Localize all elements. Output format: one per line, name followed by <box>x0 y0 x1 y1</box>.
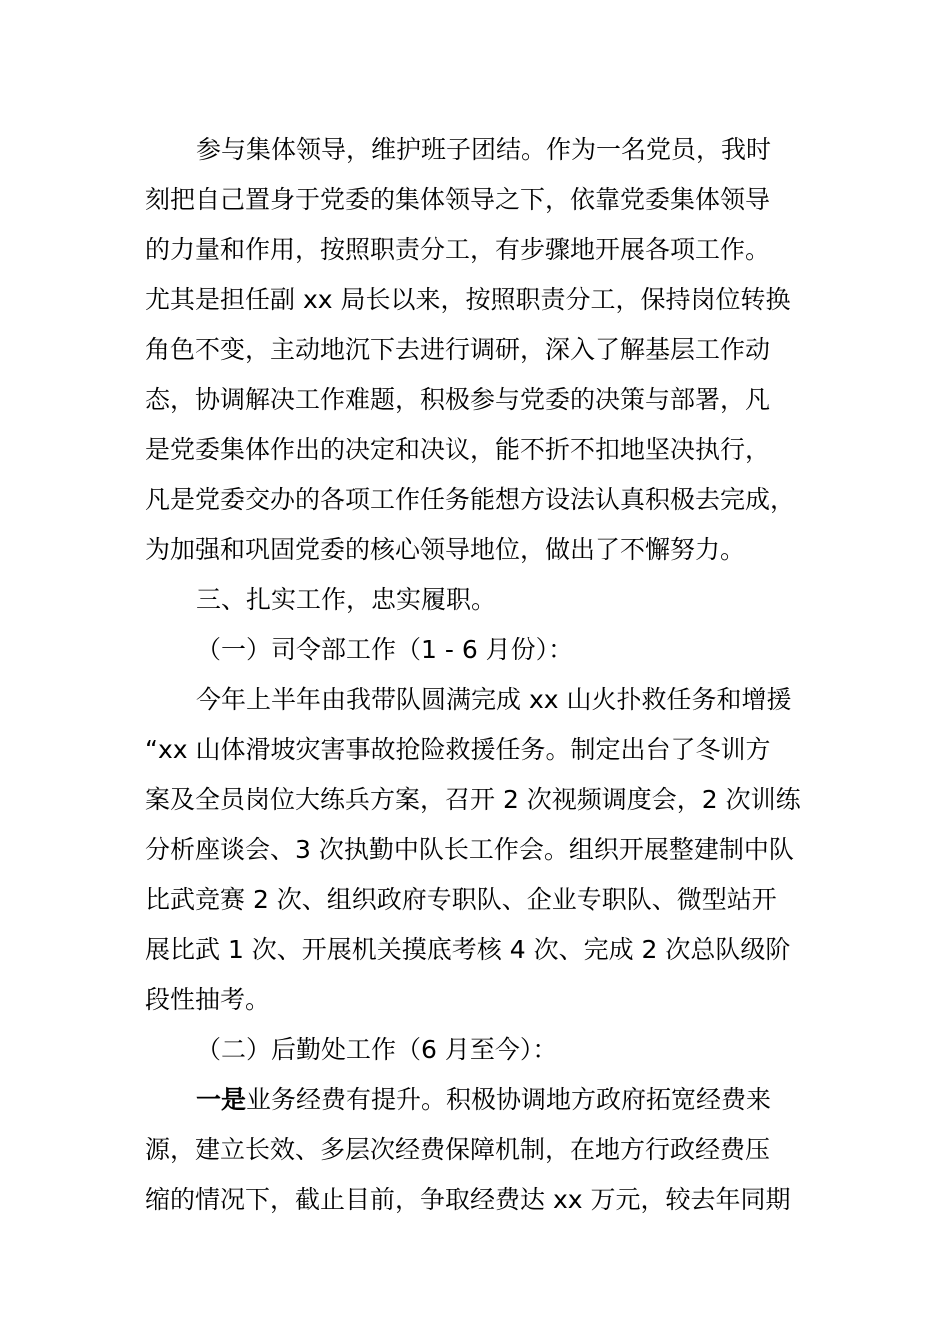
line-text: 的力量和作用，按照职责分工，有步骤地开展各项工作。 <box>145 235 771 264</box>
line-text: 今年上半年由我带队圆满完成 xx 山火扑救任务和增援 <box>196 685 792 714</box>
paragraph-line <box>0 682 950 732</box>
paragraph-line <box>0 332 950 382</box>
paragraph-line <box>0 482 950 532</box>
line-text: （二）后勤处工作（6 月至今）： <box>196 1035 558 1064</box>
line-text: 段性抽考。 <box>145 985 271 1014</box>
paragraph-line <box>0 832 950 882</box>
line-text: 凡是党委交办的各项工作任务能想方设法认真积极去完成， <box>145 485 796 514</box>
paragraph-line <box>0 932 950 982</box>
line-text: 案及全员岗位大练兵方案，召开 2 次视频调度会，2 次训练 <box>145 785 801 814</box>
paragraph-line <box>0 432 950 482</box>
line-text: 业务经费有提升。积极协调地方政府拓宽经费来 <box>246 1085 772 1114</box>
paragraph-line <box>0 232 950 282</box>
line-text: 态，协调解决工作难题，积极参与党委的决策与部署，凡 <box>145 385 771 414</box>
line-text: 刻把自己置身于党委的集体领导之下，依靠党委集体领导 <box>145 185 771 214</box>
line-text: 参与集体领导，维护班子团结。作为一名党员，我时 <box>196 135 772 164</box>
paragraph-line <box>0 282 950 332</box>
section-heading <box>0 582 950 632</box>
paragraph-line <box>0 1182 950 1232</box>
line-text: 为加强和巩固党委的核心领导地位，做出了不懈努力。 <box>145 535 746 564</box>
paragraph-line <box>0 182 950 232</box>
line-text: 缩的情况下，截止目前，争取经费达 xx 万元，较去年同期 <box>145 1185 791 1214</box>
line-text: 尤其是担任副 xx 局长以来，按照职责分工，保持岗位转换 <box>145 285 791 314</box>
line-text: 三、扎实工作，忠实履职。 <box>196 585 497 614</box>
line-text: 展比武 1 次、开展机关摸底考核 4 次、完成 2 次总队级阶 <box>145 935 791 964</box>
paragraph-line <box>0 382 950 432</box>
subsection-heading <box>0 1032 950 1082</box>
paragraph-line <box>0 882 950 932</box>
paragraph-line <box>0 532 950 582</box>
subsection-heading <box>0 632 950 682</box>
line-text: 是党委集体作出的决定和决议，能不折不扣地坚决执行， <box>145 435 771 464</box>
paragraph-line <box>0 782 950 832</box>
line-text: 源，建立长效、多层次经费保障机制，在地方行政经费压 <box>145 1135 771 1164</box>
line-text: 角色不变，主动地沉下去进行调研，深入了解基层工作动 <box>145 335 771 364</box>
paragraph-line <box>0 1132 950 1182</box>
bold-lead: 一是 <box>196 1085 247 1114</box>
paragraph-line <box>0 1082 950 1132</box>
paragraph-line <box>0 132 950 182</box>
paragraph-line <box>0 982 950 1032</box>
line-text: 分析座谈会、3 次执勤中队长工作会。组织开展整建制中队 <box>145 835 794 864</box>
line-text: 比武竞赛 2 次、组织政府专职队、企业专职队、微型站开 <box>145 885 777 914</box>
line-text: （一）司令部工作（1 - 6 月份）： <box>196 635 574 664</box>
line-text: “xx 山体滑坡灾害事故抢险救援任务。制定出台了冬训方 <box>145 735 771 764</box>
paragraph-line <box>0 732 950 782</box>
